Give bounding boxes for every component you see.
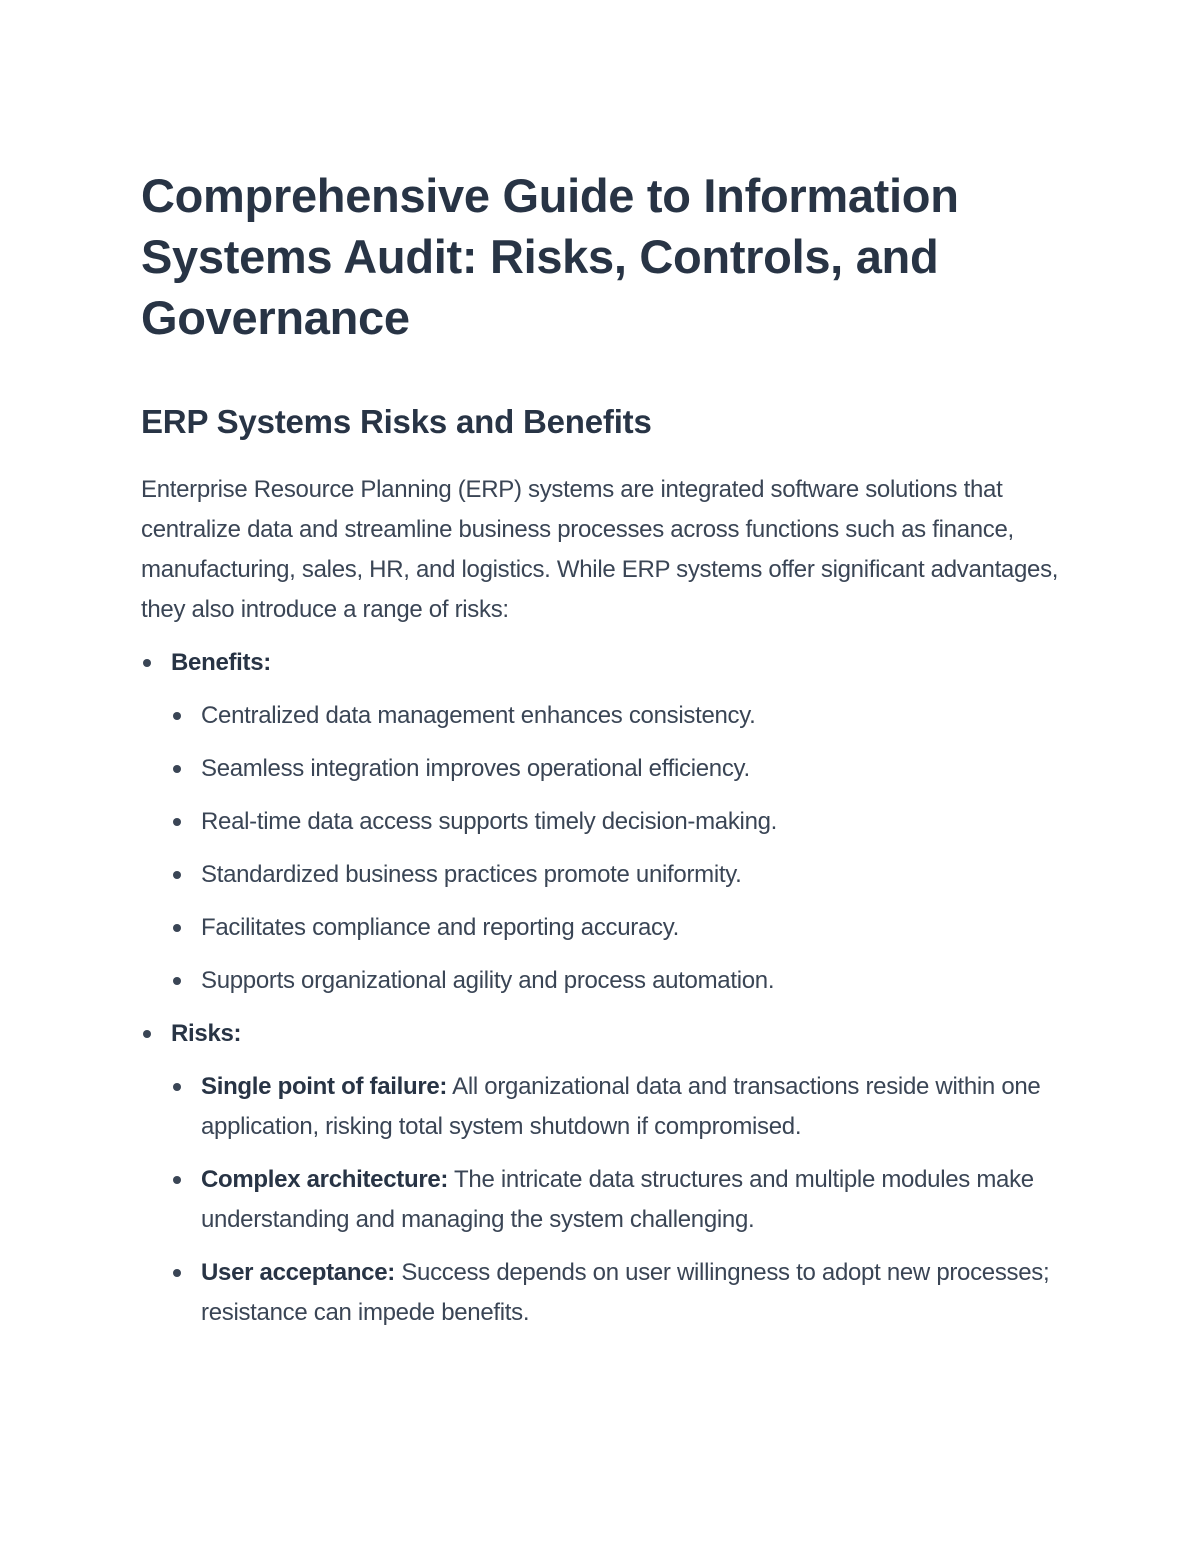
bullet-icon <box>173 818 181 826</box>
bullet-icon <box>143 659 151 667</box>
list-item <box>171 1160 1071 1240</box>
benefit-text: Real-time data access supports timely decision-making. <box>201 808 778 835</box>
benefits-label: Benefits: <box>171 649 271 676</box>
benefit-text: Seamless integration improves operational efficiency. <box>201 755 750 782</box>
bullet-icon <box>143 1030 151 1038</box>
document-title: Comprehensive Guide to Information Systems Audit: Risks, Controls, and Governance <box>141 169 959 344</box>
bullet-icon <box>173 871 181 879</box>
list-item <box>171 961 1071 1001</box>
bullet-icon <box>173 1269 181 1277</box>
risks-item <box>141 1014 1071 1333</box>
benefit-text: Facilitates compliance and reporting accuracy. <box>201 914 679 941</box>
risk-term: Single point of failure: <box>201 1073 448 1100</box>
bullet-icon <box>173 924 181 932</box>
top-level-list <box>141 643 1071 1333</box>
risk-term: Complex architecture: <box>201 1166 449 1193</box>
list-item <box>171 802 1071 842</box>
section-heading: ERP Systems Risks and Benefits <box>141 403 652 440</box>
bullet-icon <box>173 712 181 720</box>
bullet-icon <box>173 1176 181 1184</box>
benefit-text: Centralized data management enhances consistency. <box>201 702 756 729</box>
list-item <box>171 908 1071 948</box>
benefits-item <box>141 643 1071 1001</box>
risk-text: The intricate data structures and multiple modules make understanding and managing the system challenging. <box>201 1166 1034 1233</box>
list-item <box>171 696 1071 736</box>
risk-text: Success depends on user willingness to adopt new processes; resistance can impede benefits. <box>201 1259 1050 1326</box>
risks-label: Risks: <box>171 1020 242 1047</box>
intro-paragraph: Enterprise Resource Planning (ERP) systems are integrated software solutions that centralize data and streamline business processes across functions such as finance, manufacturing, sales, HR, and logistics. While ERP systems offer significant advantages, they also introduce a range of risks: <box>141 476 1059 623</box>
bullet-icon <box>173 765 181 773</box>
list-item <box>171 1067 1071 1147</box>
document-page <box>141 165 1071 1333</box>
risk-text: All organizational data and transactions reside within one application, risking total system shutdown if compromised. <box>201 1073 1041 1140</box>
benefit-text: Supports organizational agility and process automation. <box>201 967 775 994</box>
list-item <box>171 749 1071 789</box>
bullet-icon <box>173 977 181 985</box>
list-item <box>171 1253 1071 1333</box>
benefit-text: Standardized business practices promote uniformity. <box>201 861 742 888</box>
risk-term: User acceptance: <box>201 1259 395 1286</box>
list-item <box>171 855 1071 895</box>
risks-list <box>171 1067 1071 1333</box>
bullet-icon <box>173 1083 181 1091</box>
benefits-list <box>171 696 1071 1001</box>
